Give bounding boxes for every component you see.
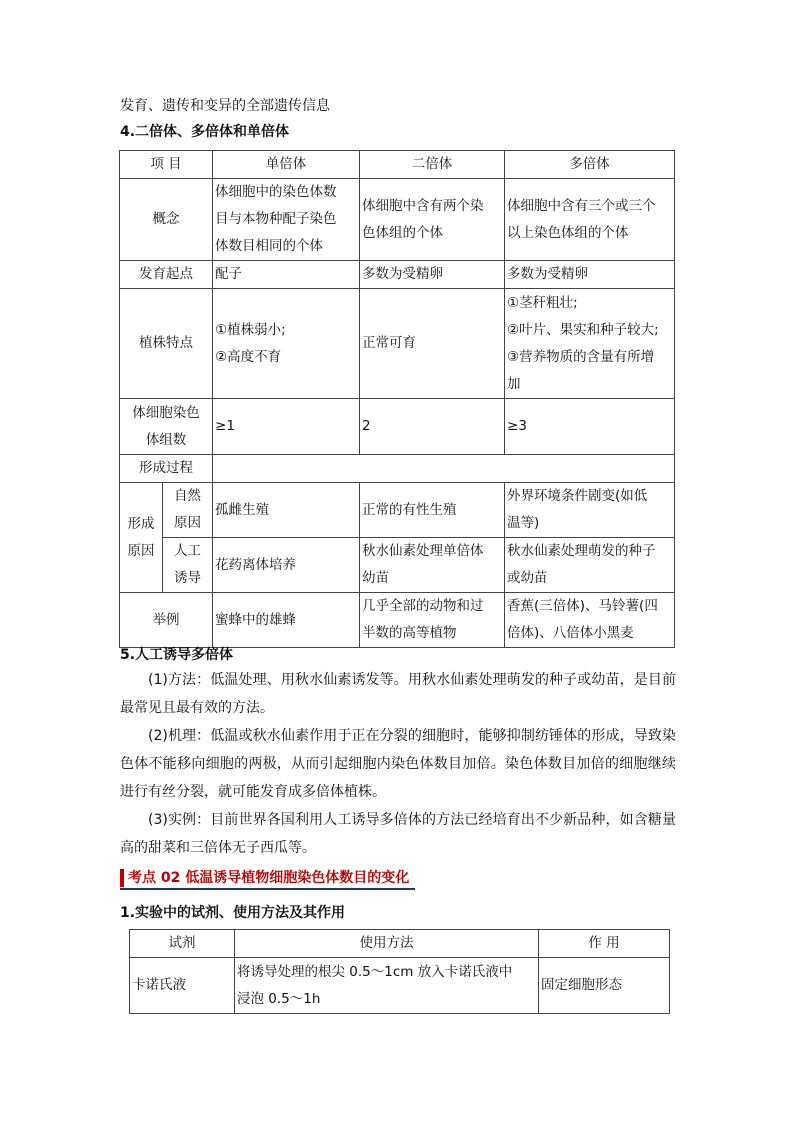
table-row	[120, 538, 675, 593]
heading-marker	[120, 869, 124, 887]
table-row	[120, 399, 675, 455]
section5-paragraph-3: (3)实例：目前世界各国利用人工诱导多倍体的方法已经培育出不少新品种，如含糖量高的甜菜和三倍体无子西瓜等。	[120, 812, 676, 856]
cell-sets-haploid: ≥1	[213, 399, 360, 455]
row-label-artificial: 人工 诱导	[163, 538, 213, 593]
table-row	[120, 261, 675, 289]
table-row	[120, 179, 675, 261]
cell-natural-diploid: 正常的有性生殖	[360, 483, 505, 538]
cell-origin-diploid: 多数为受精卵	[360, 261, 505, 289]
row-label-cause: 形成 原因	[120, 483, 163, 593]
header-polyploid: 多倍体	[505, 151, 675, 179]
section5-title: 5.人工诱导多倍体	[120, 647, 234, 663]
table-header-row	[130, 930, 670, 958]
header-reagent: 试剂	[130, 930, 235, 958]
row-label-natural: 自然 原因	[163, 483, 213, 538]
row-label-examples: 举例	[120, 593, 213, 648]
cell-artificial-haploid: 花药离体培养	[213, 538, 360, 593]
cell-artificial-diploid: 秋水仙素处理单倍体 幼苗	[360, 538, 505, 593]
cell-examples-polyploid: 香蕉(三倍体)、马铃薯(四 倍体)、八倍体小黑麦	[505, 593, 675, 648]
table-row	[130, 958, 670, 1014]
cell-reagent: 卡诺氏液	[130, 958, 235, 1014]
cell-method: 将诱导处理的根尖 0.5～1cm 放入卡诺氏液中 浸泡 0.5～1h	[235, 958, 539, 1014]
reagents-section-title: 1.实验中的试剂、使用方法及其作用	[120, 905, 346, 921]
cell-concept-polyploid: 体细胞中含有三个或三个 以上染色体组的个体	[505, 179, 675, 261]
table-row	[120, 289, 675, 399]
cell-natural-polyploid: 外界环境条件剧变(如低 温等)	[505, 483, 675, 538]
cell-sets-polyploid: ≥3	[505, 399, 675, 455]
cell-concept-diploid: 体细胞中含有两个染 色体组的个体	[360, 179, 505, 261]
table-row	[120, 593, 675, 648]
cell-origin-polyploid: 多数为受精卵	[505, 261, 675, 289]
header-method: 使用方法	[235, 930, 539, 958]
ploidy-table	[119, 150, 675, 648]
header-item: 项 目	[120, 151, 213, 179]
cell-formation-empty	[213, 455, 675, 483]
cell-examples-diploid: 几乎全部的动物和过 半数的高等植物	[360, 593, 505, 648]
cell-traits-polyploid: ①茎秆粗壮; ②叶片、果实和种子较大; ③营养物质的含量有所增 加	[505, 289, 675, 399]
row-label-origin: 发育起点	[120, 261, 213, 289]
cell-traits-haploid: ①植株弱小; ②高度不育	[213, 289, 360, 399]
row-label-sets: 体细胞染色 体组数	[120, 399, 213, 455]
table-row	[120, 483, 675, 538]
kaodian-title: 考点 02 低温诱导植物细胞染色体数目的变化	[128, 870, 410, 886]
row-label-concept: 概念	[120, 179, 213, 261]
cell-natural-haploid: 孤雌生殖	[213, 483, 360, 538]
table-row	[120, 455, 675, 483]
header-haploid: 单倍体	[213, 151, 360, 179]
reagents-table	[129, 929, 670, 1014]
row-label-traits: 植株特点	[120, 289, 213, 399]
section4-title: 4.二倍体、多倍体和单倍体	[120, 124, 290, 140]
kaodian-heading	[120, 867, 415, 890]
cell-concept-haploid: 体细胞中的染色体数 目与本物种配子染色 体数目相同的个体	[213, 179, 360, 261]
row-label-formation: 形成过程	[120, 455, 213, 483]
cell-sets-diploid: 2	[360, 399, 505, 455]
intro-line: 发育、遗传和变异的全部遗传信息	[120, 98, 330, 114]
header-diploid: 二倍体	[360, 151, 505, 179]
section5-paragraph-2: (2)机理：低温或秋水仙素作用于正在分裂的细胞时，能够抑制纺锤体的形成，导致染色体不能移向细胞的两极，从而引起细胞内染色体数目加倍。染色体数目加倍的细胞继续进行有丝分裂，就可能发育成多倍体植株。	[120, 728, 676, 800]
table-header-row	[120, 151, 675, 179]
cell-function: 固定细胞形态	[539, 958, 670, 1014]
cell-artificial-polyploid: 秋水仙素处理萌发的种子 或幼苗	[505, 538, 675, 593]
section5-paragraph-1: (1)方法：低温处理、用秋水仙素诱发等。用秋水仙素处理萌发的种子或幼苗，是目前最常见且最有效的方法。	[120, 672, 676, 716]
header-function: 作 用	[539, 930, 670, 958]
cell-traits-diploid: 正常可育	[360, 289, 505, 399]
cell-examples-haploid: 蜜蜂中的雄蜂	[213, 593, 360, 648]
cell-origin-haploid: 配子	[213, 261, 360, 289]
